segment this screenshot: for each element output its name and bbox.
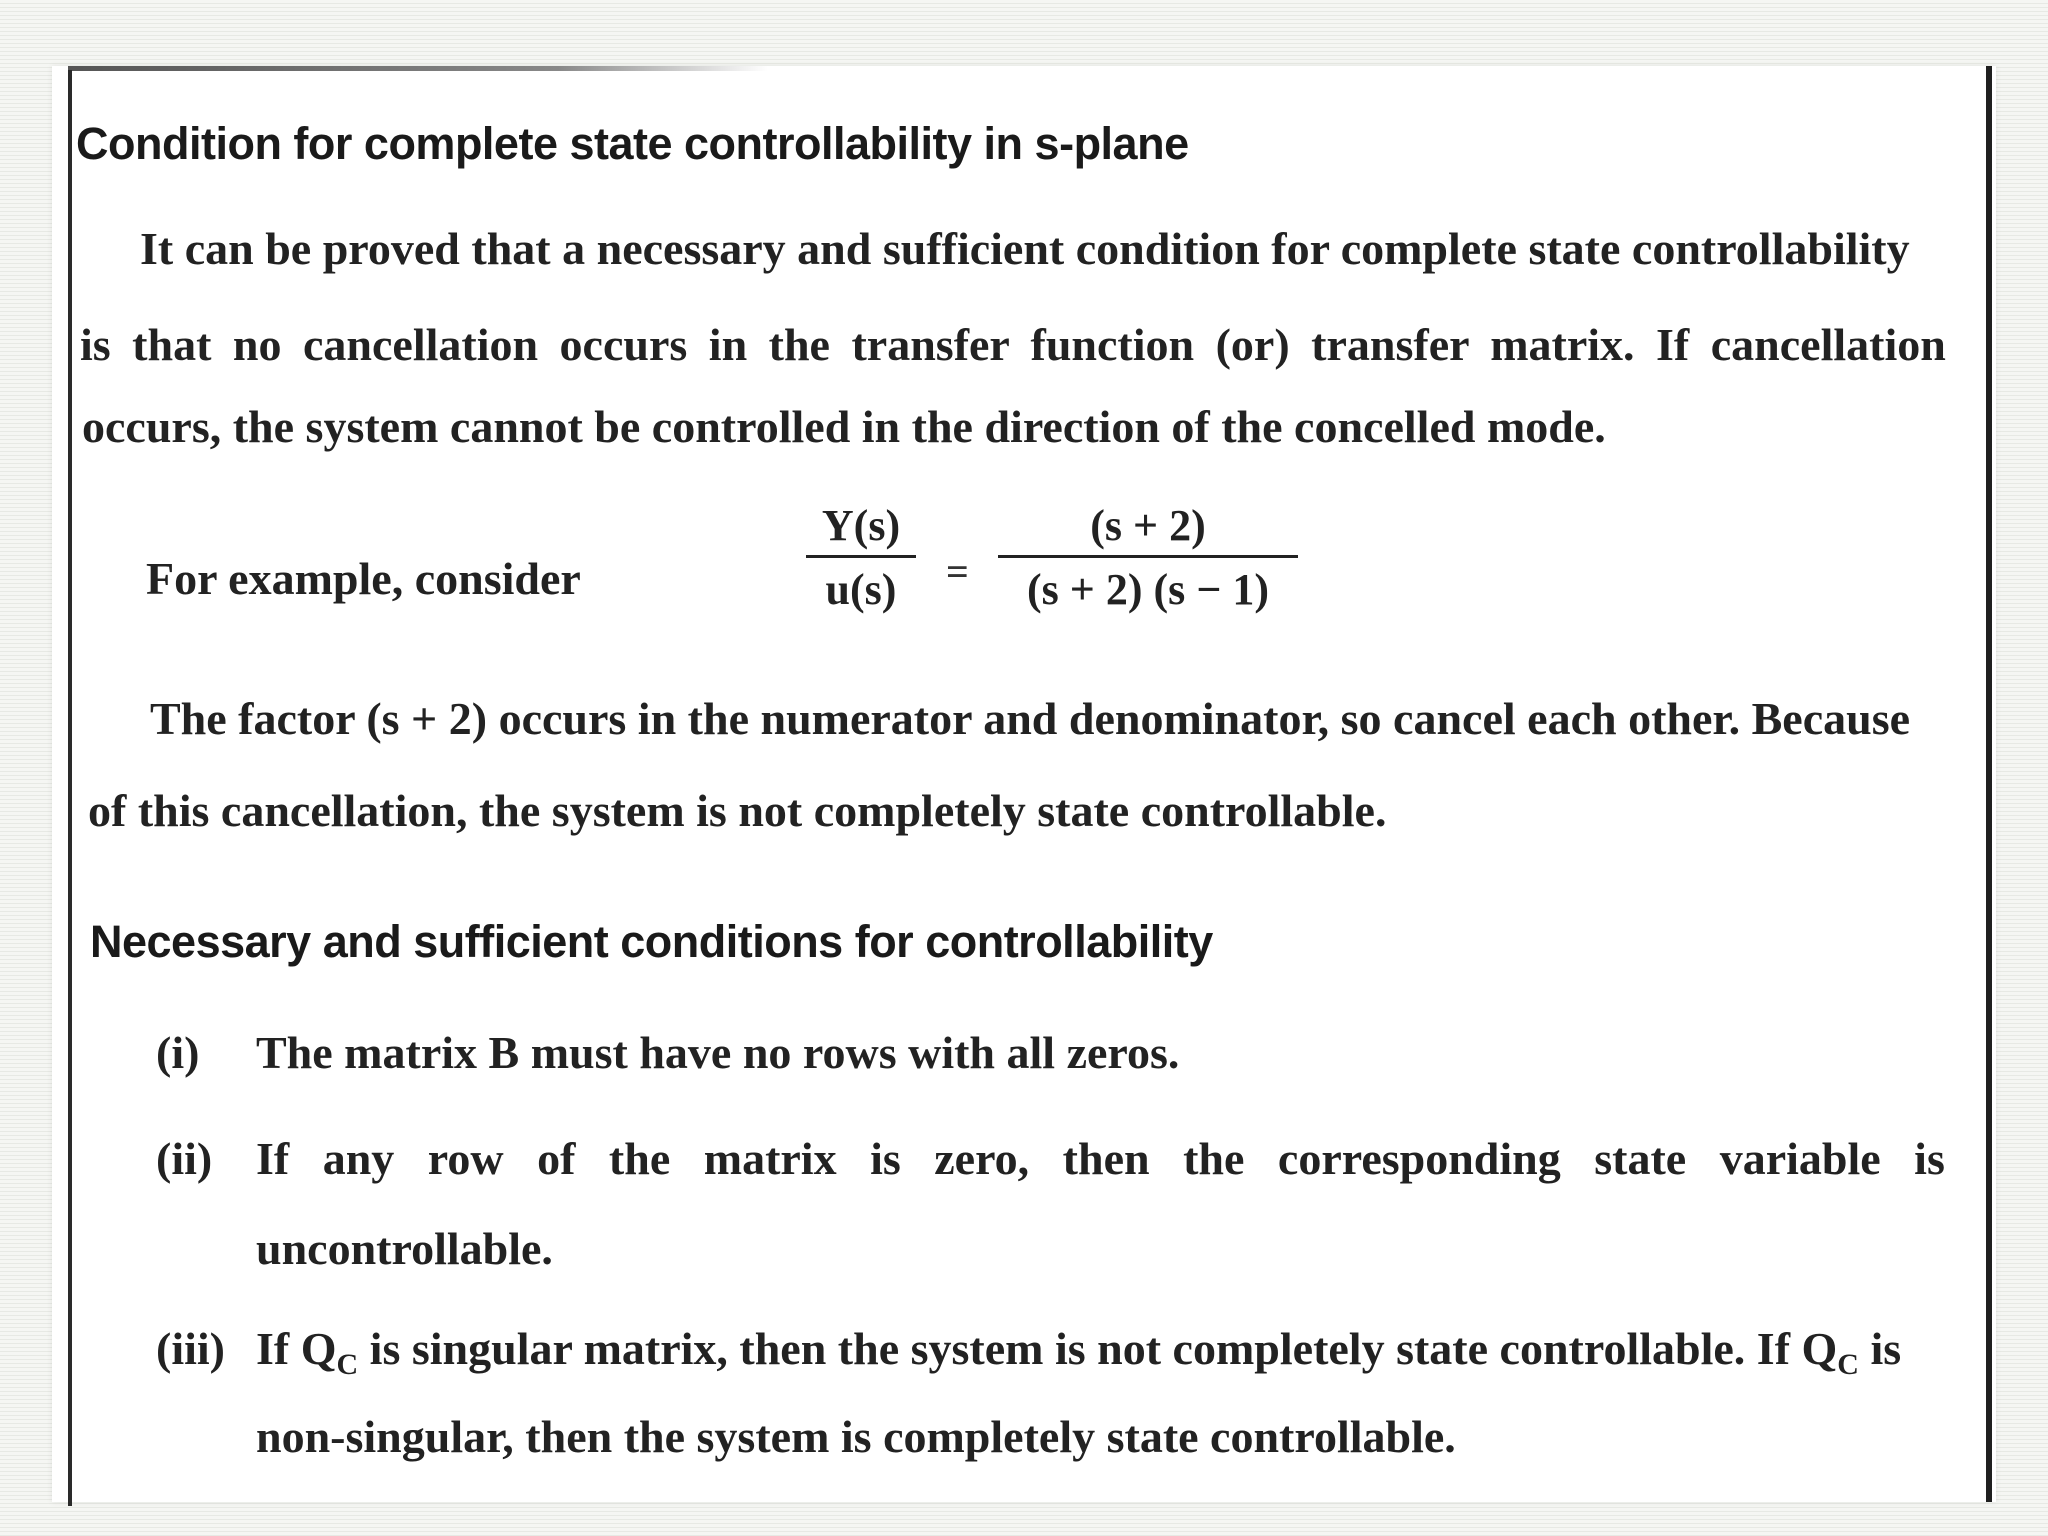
lhs-denominator: u(s) [825, 565, 897, 614]
para2-line2: of this cancellation, the system is not completely state controllable. [88, 785, 1387, 836]
right-margin-rule [1986, 66, 1992, 1502]
lhs-numerator: Y(s) [806, 500, 916, 558]
para1-line1: It can be proved that a necessary and sufficient condition for complete state controllability [140, 223, 1910, 274]
condition-3-text-line2: non-singular, then the system is completely state controllable. [256, 1411, 1456, 1462]
equals-sign: = [946, 549, 969, 594]
rhs-numerator: (s + 2) [998, 500, 1298, 558]
transfer-function-rhs [998, 500, 1298, 615]
left-margin-rule [68, 70, 72, 1506]
section-heading-conditions: Necessary and sufficient conditions for controllability [90, 916, 1213, 967]
condition-1-text: The matrix B must have no rows with all zeros. [256, 1027, 1180, 1078]
qc-text-b: is singular matrix, then the system is not completely state controllable. If Q [358, 1323, 1838, 1374]
qc-subscript-a: C [336, 1348, 359, 1382]
para1-line2: is that no cancellation occurs in the transfer function (or) transfer matrix. If cancellation [80, 319, 1946, 370]
section-heading-s-plane: Condition for complete state controllability in s-plane [76, 118, 1189, 169]
transfer-function-lhs [806, 500, 916, 615]
condition-marker-1: (i) [156, 1027, 200, 1078]
condition-2-text-line1: If any row of the matrix is zero, then the corresponding state variable is [256, 1133, 1945, 1184]
top-rule [68, 66, 768, 71]
para1-line3: occurs, the system cannot be controlled in the direction of the concelled mode. [82, 401, 1606, 452]
condition-2-text-line2: uncontrollable. [256, 1223, 553, 1274]
qc-text-c: is [1858, 1323, 1902, 1374]
qc-text-a: If Q [256, 1323, 337, 1374]
qc-subscript-b: C [1837, 1348, 1859, 1382]
condition-marker-2: (ii) [156, 1133, 213, 1184]
condition-3-text-line1 [256, 1322, 1901, 1382]
rhs-denominator: (s + 2) (s − 1) [1027, 565, 1269, 614]
example-lead: For example, consider [146, 553, 581, 604]
condition-marker-3: (iii) [156, 1323, 225, 1374]
para2-line1: The factor (s + 2) occurs in the numerator and denominator, so cancel each other. Because [150, 693, 1911, 744]
